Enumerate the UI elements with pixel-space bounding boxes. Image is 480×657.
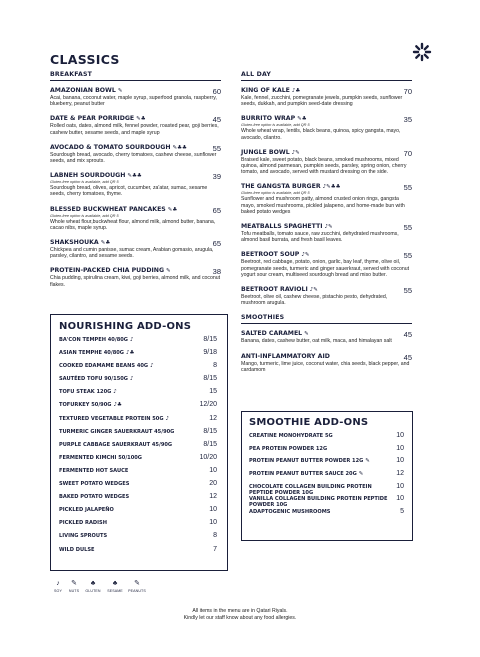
allergen-icons: ♪✎ bbox=[324, 224, 333, 231]
allergen-icons: ✎♣ bbox=[100, 240, 111, 247]
item-price: 65 bbox=[212, 239, 221, 249]
menu-item bbox=[50, 87, 221, 107]
addon-price: 7 bbox=[213, 545, 217, 553]
addon-row bbox=[249, 458, 404, 471]
addon-row bbox=[249, 471, 404, 484]
footer bbox=[0, 608, 480, 622]
item-title: SHAKSHOUKA bbox=[50, 239, 99, 247]
addon-name bbox=[59, 376, 134, 382]
item-price: 45 bbox=[212, 115, 221, 125]
item-price: 60 bbox=[212, 87, 221, 96]
addon-title: CREATINE MONOHYDRATE 5G bbox=[249, 433, 333, 439]
addon-price: 8 bbox=[213, 532, 217, 540]
addon-row bbox=[59, 376, 217, 389]
menu-item bbox=[241, 223, 412, 243]
addon-title: TOFURKEY 50/90G bbox=[59, 402, 112, 409]
legend-label: SOY bbox=[54, 589, 62, 593]
item-price: 55 bbox=[403, 223, 412, 233]
addon-title: PICKLED RADISH bbox=[59, 520, 107, 527]
allergen-icons: ✎ bbox=[166, 268, 171, 275]
item-name bbox=[50, 144, 221, 152]
item-title: ANTI-INFLAMMATORY AID bbox=[241, 352, 330, 360]
addon-row bbox=[59, 533, 217, 546]
menu-item bbox=[50, 172, 221, 197]
allergen-icons: ♪✎ bbox=[301, 252, 310, 259]
item-description: Whole wheat flour,buckwheat flour, almond milk, almond butter, banana, cacao nibs, maple syrup. bbox=[50, 218, 216, 231]
allergen-icons: ♪♣ bbox=[291, 88, 301, 94]
menu-item bbox=[50, 115, 221, 135]
addon-title: TURMERIC GINGER SAUERKRAUT 45/90G bbox=[59, 428, 175, 435]
legend-label: NUTS bbox=[68, 589, 80, 593]
legend-item bbox=[106, 579, 124, 593]
menu-item bbox=[50, 267, 221, 287]
item-title: BEETROOT SOUP bbox=[241, 251, 300, 259]
item-name bbox=[241, 223, 412, 231]
addon-title: ADAPTOGENIC MUSHROOMS bbox=[249, 509, 331, 516]
legend-item bbox=[84, 579, 102, 593]
item-title: BURRITO WRAP bbox=[241, 115, 296, 123]
addon-price: 10 bbox=[209, 506, 217, 514]
addon-name bbox=[249, 484, 396, 496]
addon-row bbox=[249, 496, 404, 509]
addon-price: 5 bbox=[400, 508, 404, 516]
addon-title: FERMENTED HOT SAUCE bbox=[59, 467, 129, 474]
addon-name bbox=[249, 433, 333, 439]
item-title: SALTED CARAMEL bbox=[241, 330, 303, 338]
all-day-list bbox=[241, 87, 412, 306]
item-price: 38 bbox=[212, 267, 221, 277]
item-description: Mango, turmeric, lime juice, coconut water, chia seeds, black pepper, and cardamom bbox=[241, 360, 410, 373]
smoothie-addons-box bbox=[241, 411, 413, 541]
addon-title: PROTEIN PEANUT BUTTER SAUCE 20G bbox=[249, 471, 357, 478]
addon-price: 10 bbox=[396, 495, 404, 503]
item-price: 45 bbox=[403, 352, 412, 362]
menu-item bbox=[50, 144, 221, 164]
nourishing-addons-box bbox=[50, 314, 228, 571]
addon-title: WILD DULSE bbox=[59, 546, 95, 553]
item-note: Gluten-free option is available, add QR 5 bbox=[50, 213, 119, 218]
addon-title: PEA PROTEIN POWDER 12G bbox=[249, 445, 328, 452]
item-name bbox=[50, 87, 221, 95]
addon-name bbox=[59, 494, 129, 500]
addon-row bbox=[59, 389, 217, 402]
item-note: Gluten-free option is available, add QR 5 bbox=[241, 191, 310, 196]
item-description: Acai, banana, coconut water, maple syrup, superfood granola, raspberry, blueberry, peanut butter bbox=[50, 95, 217, 108]
addon-row bbox=[59, 429, 217, 442]
menu-item bbox=[241, 353, 412, 373]
allergen-icons: ✎ bbox=[365, 458, 370, 465]
allergen-icons: ♪✎♣♣ bbox=[322, 184, 341, 191]
item-title: PROTEIN-PACKED CHIA PUDDING bbox=[50, 267, 165, 275]
menu-item bbox=[241, 87, 412, 107]
addon-title: PURPLE CABBAGE SAUERKRAUT 45/90G bbox=[59, 441, 173, 448]
footer-currency-note: All items in the menu are in Qatari Riyals. bbox=[192, 608, 288, 614]
smoothies-heading: SMOOTHIES bbox=[241, 314, 412, 324]
legend-item bbox=[128, 579, 146, 593]
item-description: Whole wheat wrap, lentils, black beans, quinoa, spicy gangsta, mayo, avocado, cilantro. bbox=[241, 128, 401, 141]
item-description: Tofu meatballs, tomato sauce, raw zucchini, dehydrated mushrooms, almond basil burrata, and fresh basil leaves. bbox=[241, 231, 399, 244]
all-day-column bbox=[241, 71, 412, 381]
item-description: Chia pudding, spirulina cream, kiwi, goji berries, almond milk, and coconut flakes. bbox=[50, 275, 221, 288]
addon-price: 8/15 bbox=[203, 375, 217, 383]
addon-name bbox=[59, 468, 128, 474]
item-price: 55 bbox=[403, 251, 412, 261]
legend-label: GLUTEN bbox=[85, 589, 101, 593]
flower-logo-icon bbox=[412, 42, 432, 62]
allergen-icons: ♪✎ bbox=[309, 287, 318, 294]
nourishing-addons-list bbox=[59, 337, 217, 560]
addon-row bbox=[59, 455, 217, 468]
item-name bbox=[50, 267, 221, 275]
addon-price: 9/18 bbox=[203, 349, 217, 357]
item-name bbox=[50, 172, 221, 180]
addon-title: SAUTÉED TOFU 90/150G bbox=[59, 376, 128, 383]
item-title: KING OF KALE bbox=[241, 87, 290, 94]
addon-price: 10 bbox=[396, 432, 404, 439]
legend-icon: ♪ bbox=[56, 580, 60, 587]
item-price: 55 bbox=[403, 286, 412, 296]
item-name bbox=[50, 239, 221, 247]
footer-allergy-note: Kindly let our staff know about any food allergies. bbox=[183, 615, 297, 621]
item-price: 55 bbox=[403, 183, 412, 193]
addon-name bbox=[59, 416, 169, 422]
legend-item bbox=[68, 579, 80, 593]
allergen-icons: ✎ bbox=[304, 331, 309, 338]
breakfast-heading: BREAKFAST bbox=[50, 71, 221, 81]
item-price: 65 bbox=[212, 205, 221, 215]
item-name bbox=[50, 115, 221, 123]
item-price: 39 bbox=[212, 172, 221, 182]
addon-price: 8 bbox=[213, 362, 217, 370]
item-price: 70 bbox=[403, 87, 412, 96]
allergen-icons: ✎ bbox=[117, 88, 123, 94]
item-title: MEATBALLS SPAGHETTI bbox=[241, 223, 323, 231]
addon-price: 12/20 bbox=[199, 401, 217, 409]
item-note: Gluten-free option is available, add QR 5 bbox=[50, 180, 119, 185]
addon-title: VANILLA COLLAGEN BUILDING PROTEIN PEPTIDE POWDER 10G bbox=[249, 496, 388, 509]
addon-price: 10 bbox=[209, 519, 217, 527]
item-name bbox=[241, 353, 412, 361]
addon-title: TEXTURED VEGETABLE PROTEIN 50G bbox=[59, 415, 164, 422]
legend-icon: ♣ bbox=[112, 580, 118, 587]
item-description: Kale, fennel, zucchini, pomegranate jewels, pumpkin seeds, sunflower seeds, dukkah, and pumpkin seed-date dressing bbox=[241, 95, 403, 108]
item-title: AVOCADO & TOMATO SOURDOUGH bbox=[50, 143, 171, 151]
addon-row bbox=[59, 442, 217, 455]
addon-title: SWEET POTATO WEDGES bbox=[59, 481, 130, 488]
addon-name bbox=[59, 363, 154, 369]
menu-item bbox=[241, 115, 412, 140]
menu-item bbox=[241, 330, 412, 344]
breakfast-list bbox=[50, 87, 221, 288]
menu-item bbox=[50, 206, 221, 231]
addon-name bbox=[59, 442, 172, 448]
item-price: 35 bbox=[403, 115, 412, 125]
item-name bbox=[241, 87, 412, 95]
menu-item bbox=[241, 251, 412, 278]
addon-row bbox=[59, 363, 217, 376]
addon-row bbox=[249, 484, 404, 497]
legend-icon: ♣ bbox=[90, 580, 96, 587]
allergen-icons: ✎♣ bbox=[167, 206, 178, 213]
addon-price: 12 bbox=[396, 470, 404, 478]
item-description: Chickpea and cumin panisse, sumac cream, Arabian gomasio, arugula, parsley, cilantro, and sesame seeds. bbox=[50, 247, 214, 260]
addon-row bbox=[59, 520, 217, 533]
all-day-heading: ALL DAY bbox=[241, 71, 412, 81]
menu-title: CLASSICS bbox=[50, 52, 120, 67]
item-price: 45 bbox=[403, 330, 412, 340]
addon-price: 10 bbox=[396, 444, 404, 452]
smoothies-list bbox=[241, 330, 412, 373]
addon-price: 10 bbox=[396, 482, 404, 490]
addon-price: 15 bbox=[209, 388, 217, 396]
item-description: Sourdough bread, avocado, cherry tomatoes, cashew cheese, sunflower seeds, and mix sprouts. bbox=[50, 151, 217, 165]
allergen-legend bbox=[52, 579, 146, 593]
item-price: 55 bbox=[212, 143, 221, 153]
addon-name bbox=[59, 350, 134, 356]
item-title: BLESSED BUCKWHEAT PANCAKES bbox=[50, 205, 166, 213]
item-title: BEETROOT RAVIOLI bbox=[241, 286, 308, 294]
addon-row bbox=[59, 507, 217, 520]
allergen-icons: ♪♣ bbox=[125, 350, 135, 357]
addon-price: 10 bbox=[209, 466, 217, 474]
allergen-icons: ♪ bbox=[150, 363, 154, 370]
addon-row bbox=[59, 481, 217, 494]
addon-name bbox=[59, 389, 117, 395]
addon-price: 12 bbox=[209, 414, 217, 422]
legend-label: PEANUTS bbox=[128, 589, 146, 593]
allergen-icons: ✎♣♣ bbox=[172, 144, 187, 151]
addon-name bbox=[249, 446, 327, 452]
addon-title: BA'CON TEMPEH 40/80G bbox=[59, 337, 128, 343]
addon-name bbox=[59, 429, 174, 435]
allergen-icons: ♪ bbox=[129, 337, 134, 343]
item-description: Sourdough bread, olives, apricot, cucumber, za'atar, sumac, sesame seeds, cherry tomatoes, thyme. bbox=[50, 185, 208, 198]
item-name bbox=[241, 183, 412, 191]
allergen-icons: ♪✎ bbox=[291, 149, 300, 156]
addon-price: 8/15 bbox=[203, 440, 217, 448]
item-title: AMAZONIAN BOWL bbox=[50, 87, 116, 94]
menu-item bbox=[50, 239, 221, 259]
addon-name bbox=[59, 481, 129, 487]
item-title: DATE & PEAR PORRIDGE bbox=[50, 115, 135, 123]
addon-name bbox=[249, 471, 363, 477]
addon-name bbox=[249, 496, 396, 508]
addon-title: PICKLED JALAPEÑO bbox=[59, 507, 114, 514]
addon-price: 10 bbox=[396, 457, 404, 465]
addon-price: 8/15 bbox=[203, 336, 217, 343]
menu-item bbox=[241, 286, 412, 306]
legend-icon: ✎ bbox=[134, 580, 140, 587]
addon-price: 20 bbox=[209, 480, 217, 488]
allergen-icons: ♪ bbox=[129, 376, 134, 383]
addon-price: 8/15 bbox=[203, 427, 217, 435]
allergen-icons: ✎♣ bbox=[297, 116, 307, 123]
legend-item bbox=[52, 579, 64, 593]
legend-label: SESAME bbox=[107, 589, 123, 593]
addon-title: COOKED EDAMAME BEANS 40G bbox=[59, 363, 149, 370]
addon-title: LIVING SPROUTS bbox=[59, 533, 108, 540]
addon-title: TOFU STEAK 120G bbox=[59, 389, 112, 396]
addon-row bbox=[249, 446, 404, 459]
addon-price: 10/20 bbox=[199, 453, 217, 461]
addon-row bbox=[59, 402, 217, 415]
smoothie-addons-title: SMOOTHIE ADD-ONS bbox=[249, 417, 369, 428]
addon-row bbox=[59, 416, 217, 429]
item-description: Beetroot, olive oil, cashew cheese, pistachio pesto, dehydrated, mushroom arugula. bbox=[241, 294, 388, 307]
addon-title: PROTEIN PEANUT BUTTER POWDER 12G bbox=[249, 458, 364, 465]
addon-row bbox=[59, 350, 217, 363]
addon-row bbox=[59, 468, 217, 481]
addon-name bbox=[249, 458, 370, 464]
addon-title: FERMENTED KIMCHI 50/100G bbox=[59, 454, 142, 461]
item-title: THE GANGSTA BURGER bbox=[241, 183, 321, 191]
addon-row bbox=[249, 433, 404, 446]
nourishing-addons-title: NOURISHING ADD-ONS bbox=[59, 321, 192, 332]
addon-row bbox=[59, 337, 217, 350]
allergen-icons: ♪ bbox=[165, 415, 170, 422]
item-description: Beetroot, red cabbage, potato, onion, garlic, bay leaf, thyme, olive oil, pomegranate seeds, turmeric and ginger sauerkraut, served with coconut yogurt sour cream, multiseed sourdough bread and miso butter. bbox=[241, 259, 410, 278]
legend-icon: ✎ bbox=[71, 580, 77, 587]
allergen-icons: ♪ bbox=[113, 389, 117, 396]
item-description: Banana, dates, cashew butter, oat milk, maca, and himalayan salt bbox=[241, 338, 392, 345]
item-name bbox=[241, 286, 412, 294]
menu-item bbox=[241, 149, 412, 176]
item-price: 70 bbox=[403, 148, 412, 158]
item-note: Gluten-free option is available, add QR 5 bbox=[241, 123, 310, 128]
smoothie-addons-list bbox=[249, 433, 404, 522]
item-title: LABNEH SOURDOUGH bbox=[50, 172, 126, 180]
addon-name bbox=[59, 337, 134, 343]
addon-name bbox=[59, 520, 107, 526]
addon-row bbox=[59, 547, 217, 560]
addon-name bbox=[59, 507, 114, 513]
addon-title: BAKED POTATO WEDGES bbox=[59, 494, 130, 501]
allergen-icons: ♪♣ bbox=[113, 402, 122, 409]
addon-price: 12 bbox=[209, 493, 217, 501]
item-description: Rolled oats, dates, almond milk, fennel powder, roasted pear, goji berries, cashew butter, sesame seeds, and maple syrup bbox=[50, 123, 219, 136]
item-description: Braised kale, sweet potato, black beans, smoked mushrooms, mixed quinoa, almond parmesan, pumpkin seeds, parsley, spring onion, cherry tomato, and avocado, served with mustard dressing on the side. bbox=[241, 156, 407, 176]
addon-name bbox=[59, 533, 107, 539]
item-name bbox=[50, 206, 221, 214]
allergen-icons: ✎♣ bbox=[136, 116, 146, 123]
menu-item bbox=[241, 183, 412, 215]
addon-title: CHOCOLATE COLLAGEN BUILDING PROTEIN PEPTIDE POWDER 10G bbox=[249, 483, 372, 496]
addon-title: ASIAN TEMPHE 40/80G bbox=[59, 350, 124, 357]
allergen-icons: ✎♣♣ bbox=[127, 173, 142, 180]
addon-name bbox=[249, 509, 330, 515]
addon-name bbox=[59, 402, 122, 408]
item-name bbox=[241, 330, 412, 338]
item-name bbox=[241, 149, 412, 157]
addon-name bbox=[59, 547, 95, 553]
addon-row bbox=[59, 494, 217, 507]
allergen-icons: ✎ bbox=[358, 471, 364, 478]
item-name bbox=[241, 115, 412, 123]
breakfast-column bbox=[50, 71, 221, 296]
item-title: JUNGLE BOWL bbox=[241, 148, 290, 156]
item-name bbox=[241, 251, 412, 259]
addon-row bbox=[249, 509, 404, 522]
addon-name bbox=[59, 455, 142, 461]
item-description: Sunflower and mushroom patty, almond crusted onion rings, gangsta mayo, smoked mushrooms, pickled jalapeno, and home-made bun with baked potato wedges bbox=[241, 196, 405, 215]
